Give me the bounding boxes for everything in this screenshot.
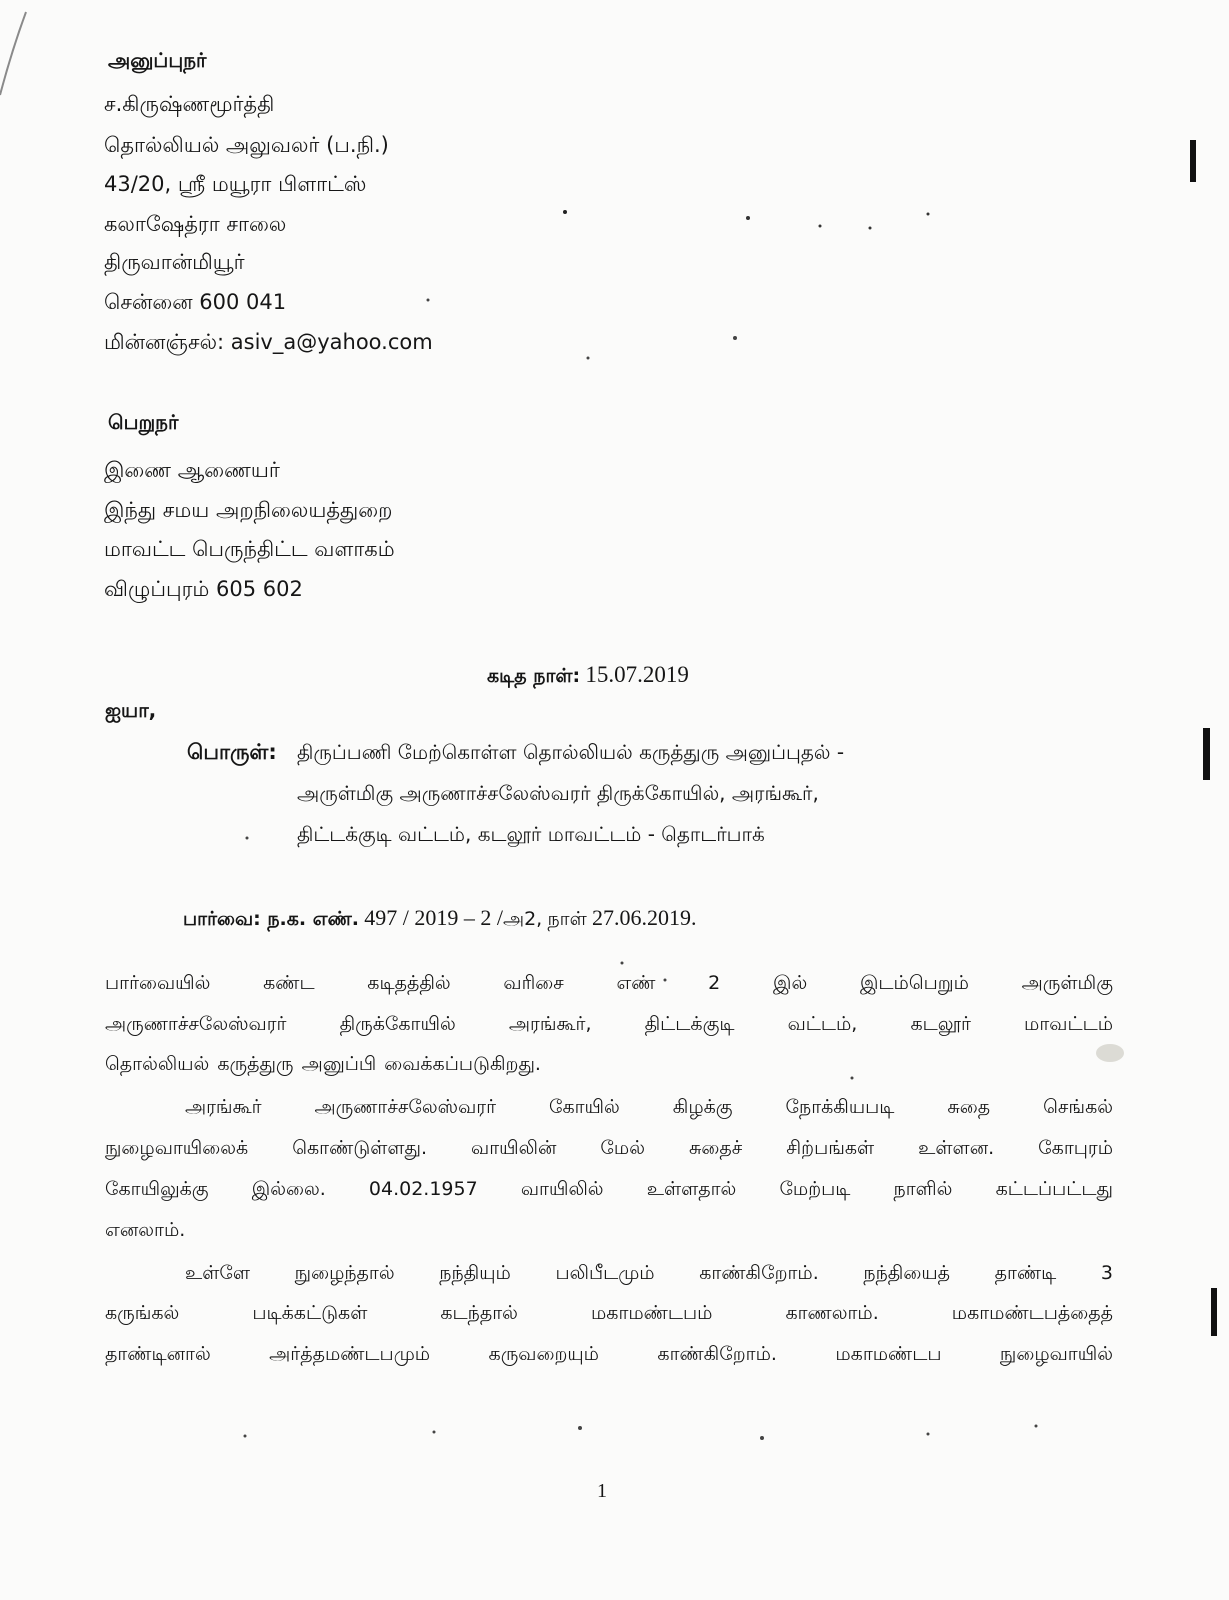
sender-heading: அனுப்புநர்: [108, 48, 207, 72]
sender-designation: தொல்லியல் அலுவலர் (ப.நி.): [104, 133, 389, 157]
letter-date-label: கடித நாள்:: [487, 665, 581, 687]
recipient-designation: இணை ஆணையர்: [104, 458, 280, 482]
paragraph-2-line-1: அரங்கூர் அருணாச்சலேஸ்வரர் கோயில் கிழக்கு நோக்கியபடி சுதை செங்கல்: [185, 1096, 1113, 1118]
sender-name: ச.கிருஷ்ணமூர்த்தி: [104, 92, 275, 116]
recipient-heading: பெறுநர்: [108, 410, 179, 434]
letter-date: [487, 662, 689, 690]
sender-city: சென்னை 600 041: [104, 290, 287, 314]
paragraph-2-line-2: நுழைவாயிலைக் கொண்டுள்ளது. வாயிலின் மேல் சுதைச் சிற்பங்கள் உள்ளன. கோபுரம்: [105, 1137, 1113, 1159]
reference-number: 497 / 2019 – 2 /: [364, 905, 503, 930]
paragraph-3-line-2: கருங்கல் படிக்கட்டுகள் கடந்தால் மகாமண்டபம் காணலாம். மகாமண்டபத்தைத்: [105, 1302, 1113, 1324]
paragraph-1-line-1: பார்வையில் கண்ட கடிதத்தில் வரிசை எண் 2 இல் இடம்பெறும் அருள்மிகு: [105, 972, 1113, 994]
subject-line-1: திருப்பணி மேற்கொள்ள தொல்லியல் கருத்துரு அனுப்புதல் -: [297, 740, 845, 764]
subject-line-2: அருள்மிகு அருணாச்சலேஸ்வரர் திருக்கோயில், அரங்கூர்,: [297, 781, 819, 805]
sender-email: மின்னஞ்சல்: asiv_a@yahoo.com: [104, 330, 433, 354]
paragraph-3-line-3: தாண்டினால் அர்த்தமண்டபமும் கருவறையும் காண்கிறோம். மகாமண்டப நுழைவாயில்: [105, 1343, 1113, 1365]
paragraph-2-line-4: எனலாம்.: [105, 1219, 186, 1241]
paragraph-1-line-3: தொல்லியல் கருத்துரு அனுப்பி வைக்கப்படுகிறது.: [105, 1053, 541, 1075]
subject-label: பொருள்:: [187, 740, 277, 764]
paragraph-2-line-3: கோயிலுக்கு இல்லை. 04.02.1957 வாயிலில் உள்ளதால் மேற்படி நாளில் கட்டப்பட்டது: [105, 1178, 1113, 1200]
recipient-city: விழுப்புரம் 605 602: [104, 577, 303, 601]
page-number: 1: [597, 1480, 607, 1502]
reference: [183, 905, 696, 933]
recipient-address: மாவட்ட பெருந்திட்ட வளாகம்: [104, 537, 395, 561]
paragraph-3-line-1: உள்ளே நுழைந்தால் நந்தியும் பலிபீடமும் காண்கிறோம். நந்தியைத் தாண்டி 3: [185, 1262, 1113, 1284]
reference-date-label: நாள்: [547, 908, 587, 930]
sender-address-line-2: கலாஷேத்ரா சாலை: [104, 212, 287, 236]
reference-label: பார்வை: ந.க. எண்.: [183, 908, 359, 930]
sender-address-line-3: திருவான்மியூர்: [104, 250, 245, 274]
letter-date-value: 15.07.2019: [585, 662, 689, 687]
paragraph-1-line-2: அருணாச்சலேஸ்வரர் திருக்கோயில் அரங்கூர், திட்டக்குடி வட்டம், கடலூர் மாவட்டம்: [105, 1013, 1113, 1035]
reference-date: 27.06.2019.: [591, 905, 697, 930]
salutation: ஐயா,: [105, 698, 157, 722]
sender-address-line-1: 43/20, ஸ்ரீ மயூரா பிளாட்ஸ்: [104, 172, 367, 196]
reference-section: அ2,: [502, 908, 543, 930]
subject-line-3: திட்டக்குடி வட்டம், கடலூர் மாவட்டம் - தொடர்பாக்: [297, 822, 765, 846]
recipient-department: இந்து சமய அறநிலையத்துறை: [104, 498, 393, 522]
